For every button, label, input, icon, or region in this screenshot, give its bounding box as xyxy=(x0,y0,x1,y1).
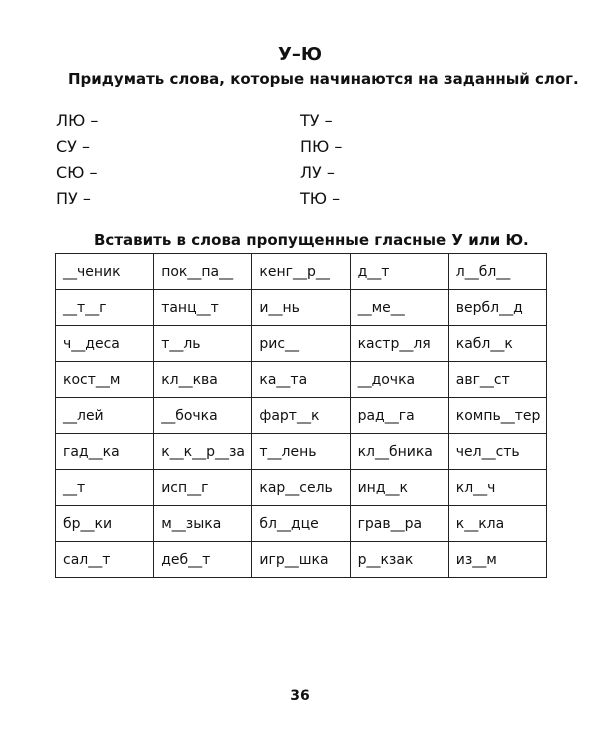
table-cell: грав__ра xyxy=(350,506,448,542)
table-cell: __лей xyxy=(56,398,154,434)
instruction-vowels: Вставить в слова пропущенные гласные У или Ю. xyxy=(94,231,529,249)
syllable-column-right xyxy=(300,108,342,212)
syllable-list xyxy=(56,108,536,220)
table-cell: игр__шка xyxy=(252,542,350,578)
table-cell: инд__к xyxy=(350,470,448,506)
table-cell: гад__ка xyxy=(56,434,154,470)
table-cell: кенг__р__ xyxy=(252,254,350,290)
table-row xyxy=(56,254,547,290)
table-cell: д__т xyxy=(350,254,448,290)
table-cell: кл__ч xyxy=(448,470,546,506)
table-cell: деб__т xyxy=(154,542,252,578)
table-cell: кл__бника xyxy=(350,434,448,470)
syllable-item: ПЮ – xyxy=(300,137,343,156)
syllable-item: ЛУ – xyxy=(300,163,335,182)
table-cell: т__ль xyxy=(154,326,252,362)
syllable-item: СУ – xyxy=(56,137,91,156)
table-cell: к__кла xyxy=(448,506,546,542)
table-row xyxy=(56,290,547,326)
syllable-item: СЮ – xyxy=(56,163,98,182)
syllable-item: ТУ – xyxy=(300,111,333,130)
table-row xyxy=(56,470,547,506)
table-cell: исп__г xyxy=(154,470,252,506)
table-cell: вербл__д xyxy=(448,290,546,326)
table-cell: ч__деса xyxy=(56,326,154,362)
table-cell: компь__тер xyxy=(448,398,546,434)
table-cell: танц__т xyxy=(154,290,252,326)
table-cell: чел__сть xyxy=(448,434,546,470)
table-cell: бл__дце xyxy=(252,506,350,542)
table-cell: бр__ки xyxy=(56,506,154,542)
table-cell: т__лень xyxy=(252,434,350,470)
table-cell: рис__ xyxy=(252,326,350,362)
table-cell: __ченик xyxy=(56,254,154,290)
table-cell: фарт__к xyxy=(252,398,350,434)
page-number: 36 xyxy=(290,688,310,704)
table-cell: кост__м xyxy=(56,362,154,398)
table-cell: кабл__к xyxy=(448,326,546,362)
table-row xyxy=(56,326,547,362)
table-cell: из__м xyxy=(448,542,546,578)
instruction-syllables: Придумать слова, которые начинаются на заданный слог. xyxy=(68,70,579,88)
syllable-column-left xyxy=(56,108,98,212)
table-cell: кар__сель xyxy=(252,470,350,506)
page-title: У–Ю xyxy=(277,44,322,65)
syllable-item: ЛЮ – xyxy=(56,111,99,130)
table-cell: к__к__р__за xyxy=(154,434,252,470)
table-row xyxy=(56,434,547,470)
table-cell: __бочка xyxy=(154,398,252,434)
table-cell: р__кзак xyxy=(350,542,448,578)
table-cell: м__зыка xyxy=(154,506,252,542)
table-row xyxy=(56,542,547,578)
table-cell: рад__га xyxy=(350,398,448,434)
table-cell: ка__та xyxy=(252,362,350,398)
table-cell: __дочка xyxy=(350,362,448,398)
words-table xyxy=(55,253,547,578)
table-row xyxy=(56,362,547,398)
table-cell: и__нь xyxy=(252,290,350,326)
table-cell: __ме__ xyxy=(350,290,448,326)
syllable-item: ПУ – xyxy=(56,189,91,208)
table-cell: __т xyxy=(56,470,154,506)
table-cell: авг__ст xyxy=(448,362,546,398)
table-cell: л__бл__ xyxy=(448,254,546,290)
table-row xyxy=(56,398,547,434)
table-cell: кл__ква xyxy=(154,362,252,398)
table-row xyxy=(56,506,547,542)
table-cell: пок__па__ xyxy=(154,254,252,290)
table-cell: __т__г xyxy=(56,290,154,326)
table-cell: сал__т xyxy=(56,542,154,578)
table-cell: кастр__ля xyxy=(350,326,448,362)
syllable-item: ТЮ – xyxy=(300,189,341,208)
